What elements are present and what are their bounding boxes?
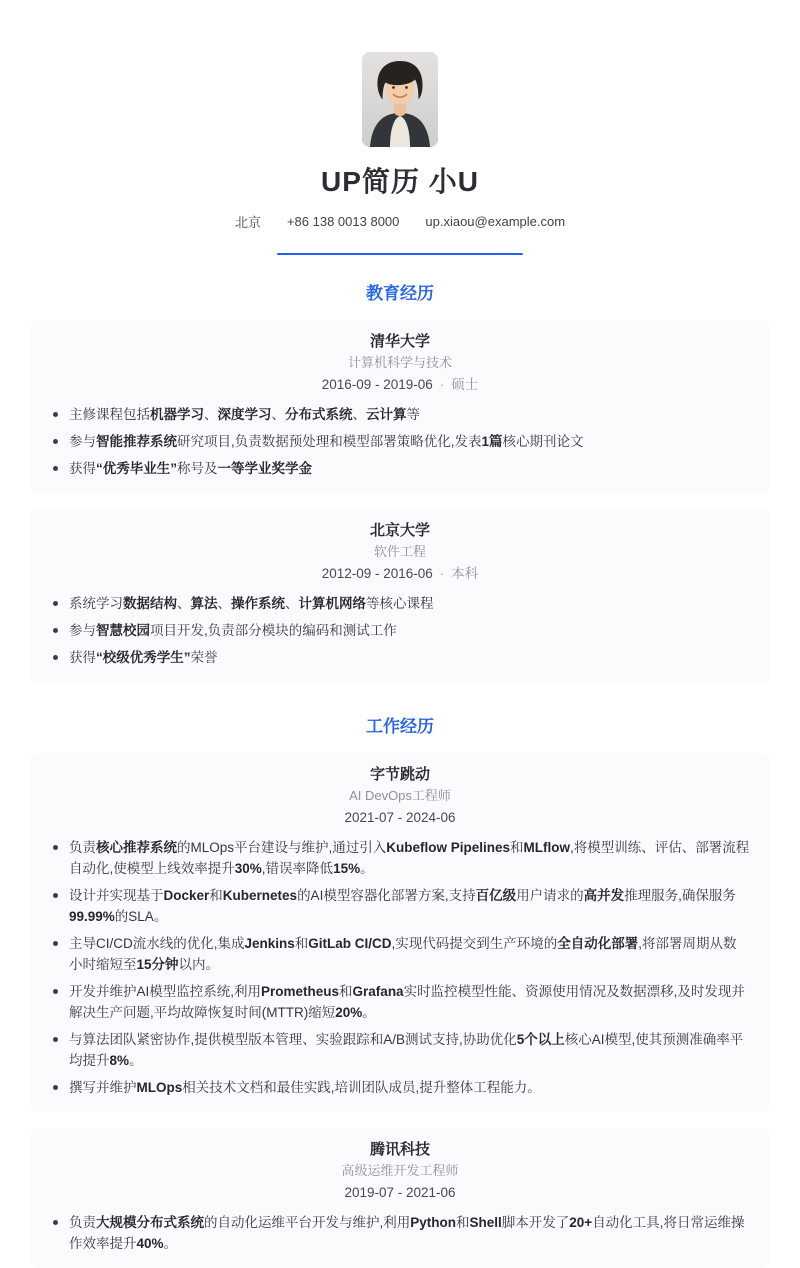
resume-section xyxy=(0,712,800,1268)
bullet-item xyxy=(50,1029,750,1071)
bullet-text-bold: 40% xyxy=(136,1236,164,1251)
bullet-text-bold: Grafana xyxy=(352,984,404,999)
bullet-text-plain: 项目开发,负责部分模块的编码和测试工作 xyxy=(150,623,397,638)
bullet-item xyxy=(50,458,750,479)
bullet-dot-icon xyxy=(53,655,58,660)
bullet-text xyxy=(69,840,749,876)
bullet-item xyxy=(50,1077,750,1098)
bullet-text-bold: 8% xyxy=(109,1053,130,1068)
bullet-text-plain: ,将模型训练、评估、部署流程自动化,使模型上线效率提升 xyxy=(69,840,750,876)
bullet-text-plain: 参与 xyxy=(69,434,96,449)
bullet-text-bold: Docker xyxy=(163,888,210,903)
bullet-text-bold: 5个以上 xyxy=(516,1032,565,1047)
bullet-text-plain: 、 xyxy=(204,407,218,422)
bullet-text-bold: 20% xyxy=(335,1005,363,1020)
bullet-text-plain: 。 xyxy=(163,1236,178,1251)
bullet-text-plain: 核心AI模型,使其预测准确率平均提升 xyxy=(69,1032,744,1068)
bullet-dot-icon xyxy=(53,412,58,417)
bullet-text-plain: 、 xyxy=(271,407,285,422)
bullet-text-plain: 实时监控模型性能、资源使用情况及数据漂移,及时发现并解决生产问题,平均故障恢复时间(MTTR)缩短 xyxy=(69,984,745,1020)
bullet-text-plain: 研究项目,负责数据预处理和模型部署策略优化,发表 xyxy=(177,434,482,449)
bullet-text-plain: 和 xyxy=(209,888,223,903)
bullet-item xyxy=(50,885,750,927)
bullet-text xyxy=(69,434,584,449)
bullet-text-bold: 20+ xyxy=(569,1215,593,1230)
bullet-dot-icon xyxy=(53,1037,58,1042)
bullet-text-bold: Kubernetes xyxy=(222,888,298,903)
card-date-row xyxy=(50,375,750,395)
resume-header xyxy=(0,0,800,255)
card-date: 2016-09 - 2019-06 xyxy=(321,377,433,392)
bullet-text-plain: 撰写并维护 xyxy=(69,1080,137,1095)
card-header xyxy=(50,765,750,828)
bullet-text-plain: ,错误率降低 xyxy=(261,861,334,876)
bullet-list xyxy=(50,1212,750,1254)
bullet-text-plain: 负责 xyxy=(69,1215,96,1230)
bullet-text-plain: 获得 xyxy=(69,461,96,476)
card-date-row xyxy=(50,808,750,828)
card-date-row xyxy=(50,1183,750,1203)
bullet-text-bold: 深度学习 xyxy=(217,407,272,422)
profile-photo xyxy=(362,52,438,147)
bullet-text xyxy=(69,623,397,638)
bullet-text xyxy=(69,984,745,1020)
experience-card xyxy=(30,753,770,1112)
profile-photo-illustration xyxy=(362,52,438,147)
bullet-text-plain: 和 xyxy=(339,984,353,999)
bullet-text-bold: 30% xyxy=(234,861,262,876)
bullet-text-bold: Jenkins xyxy=(244,936,295,951)
bullet-text-bold: Prometheus xyxy=(261,984,340,999)
bullet-text-bold: 一等学业奖学金 xyxy=(217,461,312,476)
bullet-text-bold: 智慧校园 xyxy=(96,623,150,638)
section-cards xyxy=(0,753,800,1268)
bullet-text-plain: 以内。 xyxy=(178,957,220,972)
card-date: 2021-07 - 2024-06 xyxy=(344,810,456,825)
bullet-text-plain: 推理服务,确保服务 xyxy=(624,888,736,903)
bullet-text-bold: 智能推荐系统 xyxy=(96,434,177,449)
card-org-name: 北京大学 xyxy=(369,522,430,539)
bullet-dot-icon xyxy=(53,601,58,606)
bullet-text-plain: 。 xyxy=(362,1005,376,1020)
bullet-text xyxy=(69,1080,541,1095)
bullet-text-plain: 和 xyxy=(456,1215,470,1230)
section-title: 教育经历 xyxy=(366,284,434,303)
bullet-item xyxy=(50,933,750,975)
card-header xyxy=(50,521,750,584)
bullet-item xyxy=(50,981,750,1023)
bullet-text-bold: Shell xyxy=(469,1215,502,1230)
bullet-text-bold: GitLab CI/CD xyxy=(308,936,392,951)
bullet-text xyxy=(69,461,312,476)
bullet-text-bold: “校级优秀学生” xyxy=(96,650,191,665)
bullet-text-plain: 、 xyxy=(285,596,299,611)
bullet-text-plain: 主修课程包括 xyxy=(69,407,150,422)
card-subtitle: AI DevOps工程师 xyxy=(349,788,451,803)
bullet-text-bold: 15分钟 xyxy=(136,957,179,972)
bullet-text-plain: 称号及 xyxy=(177,461,218,476)
experience-card xyxy=(30,320,770,493)
bullet-dot-icon xyxy=(53,439,58,444)
bullet-text-plain: 。 xyxy=(129,1053,143,1068)
bullet-text-plain: ,将部署周期从数小时缩短至 xyxy=(69,936,737,972)
bullet-text-plain: 的MLOps平台建设与维护,通过引入 xyxy=(177,840,387,855)
bullet-text-plain: 的SLA。 xyxy=(114,909,168,924)
bullet-text-bold: 核心推荐系统 xyxy=(96,840,177,855)
bullet-text xyxy=(69,1032,743,1068)
card-degree: 硕士 xyxy=(451,377,479,392)
bullet-text-plain: 、 xyxy=(217,596,231,611)
bullet-dot-icon xyxy=(53,466,58,471)
section-title: 工作经历 xyxy=(366,717,434,736)
bullet-text-bold: MLflow xyxy=(523,840,571,855)
bullet-item xyxy=(50,647,750,668)
bullet-text-plain: 等 xyxy=(406,407,420,422)
bullet-text-plain: 开发并维护AI模型监控系统,利用 xyxy=(69,984,262,999)
contact-item: 北京 xyxy=(234,215,261,230)
bullet-item xyxy=(50,620,750,641)
card-date: 2012-09 - 2016-06 xyxy=(321,566,433,581)
bullet-text-bold: Kubeflow Pipelines xyxy=(386,840,511,855)
bullet-text-plain: 主导CI/CD流水线的优化,集成 xyxy=(69,936,245,951)
bullet-text-bold: 计算机网络 xyxy=(298,596,366,611)
section-cards xyxy=(0,320,800,682)
bullet-text-plain: 相关技术文档和最佳实践,培训团队成员,提升整体工程能力。 xyxy=(182,1080,541,1095)
card-date-row xyxy=(50,564,750,584)
bullet-text-plain: 等核心课程 xyxy=(366,596,434,611)
bullet-text-plain: 和 xyxy=(510,840,524,855)
bullet-dot-icon xyxy=(53,845,58,850)
bullet-text-plain: 系统学习 xyxy=(69,596,123,611)
bullet-text xyxy=(69,1215,744,1251)
resume-body xyxy=(0,279,800,1268)
bullet-list xyxy=(50,837,750,1098)
bullet-text-bold: 大规模分布式系统 xyxy=(96,1215,204,1230)
card-header xyxy=(50,1140,750,1203)
bullet-text-plain: 用户请求的 xyxy=(516,888,584,903)
bullet-text-plain: 、 xyxy=(177,596,191,611)
contact-item: +86 138 0013 8000 xyxy=(286,214,400,229)
bullet-item xyxy=(50,1212,750,1254)
bullet-item xyxy=(50,404,750,425)
card-org-name: 字节跳动 xyxy=(369,766,430,783)
experience-card xyxy=(30,1128,770,1268)
bullet-list xyxy=(50,593,750,668)
date-separator-dot: · xyxy=(439,566,445,581)
bullet-dot-icon xyxy=(53,893,58,898)
bullet-dot-icon xyxy=(53,941,58,946)
bullet-text-bold: 操作系统 xyxy=(231,596,285,611)
bullet-text-bold: Python xyxy=(410,1215,457,1230)
bullet-text xyxy=(69,650,218,665)
bullet-text-bold: 99.99% xyxy=(69,909,115,924)
bullet-text-bold: 分布式系统 xyxy=(285,407,353,422)
bullet-text-bold: MLOps xyxy=(136,1080,183,1095)
bullet-text xyxy=(69,888,736,924)
bullet-text-plain: 自动化工具,将日常运维操作效率提升 xyxy=(69,1215,745,1251)
experience-card xyxy=(30,509,770,682)
card-header xyxy=(50,332,750,395)
bullet-text-bold: “优秀毕业生” xyxy=(96,461,177,476)
bullet-text-bold: 机器学习 xyxy=(150,407,204,422)
bullet-text-plain: 负责 xyxy=(69,840,96,855)
bullet-text-plain: 获得 xyxy=(69,650,96,665)
bullet-text-bold: 1篇 xyxy=(481,434,503,449)
date-separator-dot: · xyxy=(439,377,445,392)
card-subtitle: 计算机科学与技术 xyxy=(347,355,452,370)
bullet-item xyxy=(50,837,750,879)
bullet-text-plain: 与算法团队紧密协作,提供模型版本管理、实验跟踪和A/B测试支持,协助优化 xyxy=(69,1032,517,1047)
bullet-item xyxy=(50,431,750,452)
bullet-text-plain: 、 xyxy=(352,407,366,422)
bullet-text-plain: 设计并实现基于 xyxy=(69,888,164,903)
contact-item: up.xiaou@example.com xyxy=(425,214,566,229)
resume-name: UP简历 小U xyxy=(321,166,479,197)
bullet-text-bold: 数据结构 xyxy=(123,596,177,611)
bullet-text-plain: 脚本开发了 xyxy=(501,1215,570,1230)
bullet-text xyxy=(69,936,737,972)
bullet-text-plain: 参与 xyxy=(69,623,96,638)
bullet-text-bold: 云计算 xyxy=(366,407,407,422)
bullet-text-plain: 和 xyxy=(294,936,309,951)
bullet-text-bold: 高并发 xyxy=(583,888,625,903)
bullet-text-bold: 全自动化部署 xyxy=(557,936,639,951)
card-degree: 本科 xyxy=(451,566,479,581)
bullet-dot-icon xyxy=(53,989,58,994)
bullet-item xyxy=(50,593,750,614)
bullet-text-plain: 。 xyxy=(360,861,374,876)
card-org-name: 清华大学 xyxy=(369,333,430,350)
resume-section xyxy=(0,279,800,682)
bullet-text-plain: 荣誉 xyxy=(190,650,218,665)
bullet-text xyxy=(69,407,420,422)
bullet-dot-icon xyxy=(53,1220,58,1225)
bullet-text-bold: 算法 xyxy=(190,596,218,611)
header-divider xyxy=(277,253,523,255)
bullet-text-bold: 百亿级 xyxy=(475,888,517,903)
bullet-text-plain: ,实现代码提交到生产环境的 xyxy=(391,936,558,951)
bullet-dot-icon xyxy=(53,628,58,633)
bullet-text-bold: 15% xyxy=(333,861,361,876)
bullet-text-plain: 的AI模型容器化部署方案,支持 xyxy=(297,888,476,903)
contact-row xyxy=(0,212,800,231)
card-subtitle: 软件工程 xyxy=(373,544,426,559)
card-date: 2019-07 - 2021-06 xyxy=(344,1185,456,1200)
bullet-text-plain: 核心期刊论文 xyxy=(502,434,584,449)
bullet-text-plain: 的自动化运维平台开发与维护,利用 xyxy=(204,1215,411,1230)
bullet-dot-icon xyxy=(53,1085,58,1090)
bullet-list xyxy=(50,404,750,479)
card-subtitle: 高级运维开发工程师 xyxy=(341,1163,459,1178)
card-org-name: 腾讯科技 xyxy=(369,1141,430,1158)
bullet-text xyxy=(69,596,434,611)
